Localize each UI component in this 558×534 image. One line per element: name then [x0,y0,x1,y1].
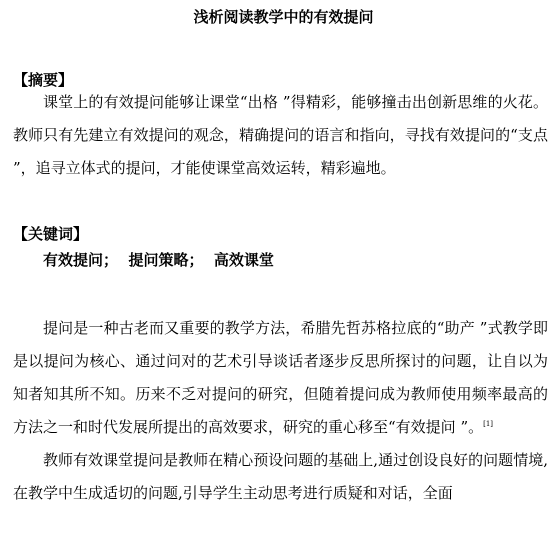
abstract-heading: 【摘要】 [13,71,74,89]
citation-reference: [1] [483,420,494,428]
body-paragraph-1-text: 提问是一种古老而又重要的教学方法，希腊先哲苏格拉底的“助产 ”式教学即是以提问为核心、通过问对的艺术引导谈话者逐步反思所探讨的问题，让自以为知者知其所不知。历来不乏对提问的研究，但随着提问成为教师使用频率最高的方法之一和时代发展所提出的高效要求，研究的重心移至“有效提问 ”。 [13,319,548,436]
keywords-line: 有效提问； 提问策略； 高效课堂 [43,251,274,269]
document-title: 浅析阅读教学中的有效提问 [193,8,374,26]
keywords-heading: 【关键词】 [13,225,89,243]
body-paragraph-2: 教师有效课堂提问是教师在精心预设问题的基础上,通过创设良好的问题情境,在教学中生成适切的问题,引导学生主动思考进行质疑和对话，全面 [13,451,548,502]
abstract-paragraph: 课堂上的有效提问能够让课堂“出格 ”得精彩，能够撞击出创新思维的火花。教师只有先建立有效提问的观念，精确提问的语言和指向，寻找有效提问的“支点 ”，追寻立体式的提问，才能使课堂高效运转，精彩遍地。 [13,93,548,177]
body-paragraph-1 [13,312,548,444]
